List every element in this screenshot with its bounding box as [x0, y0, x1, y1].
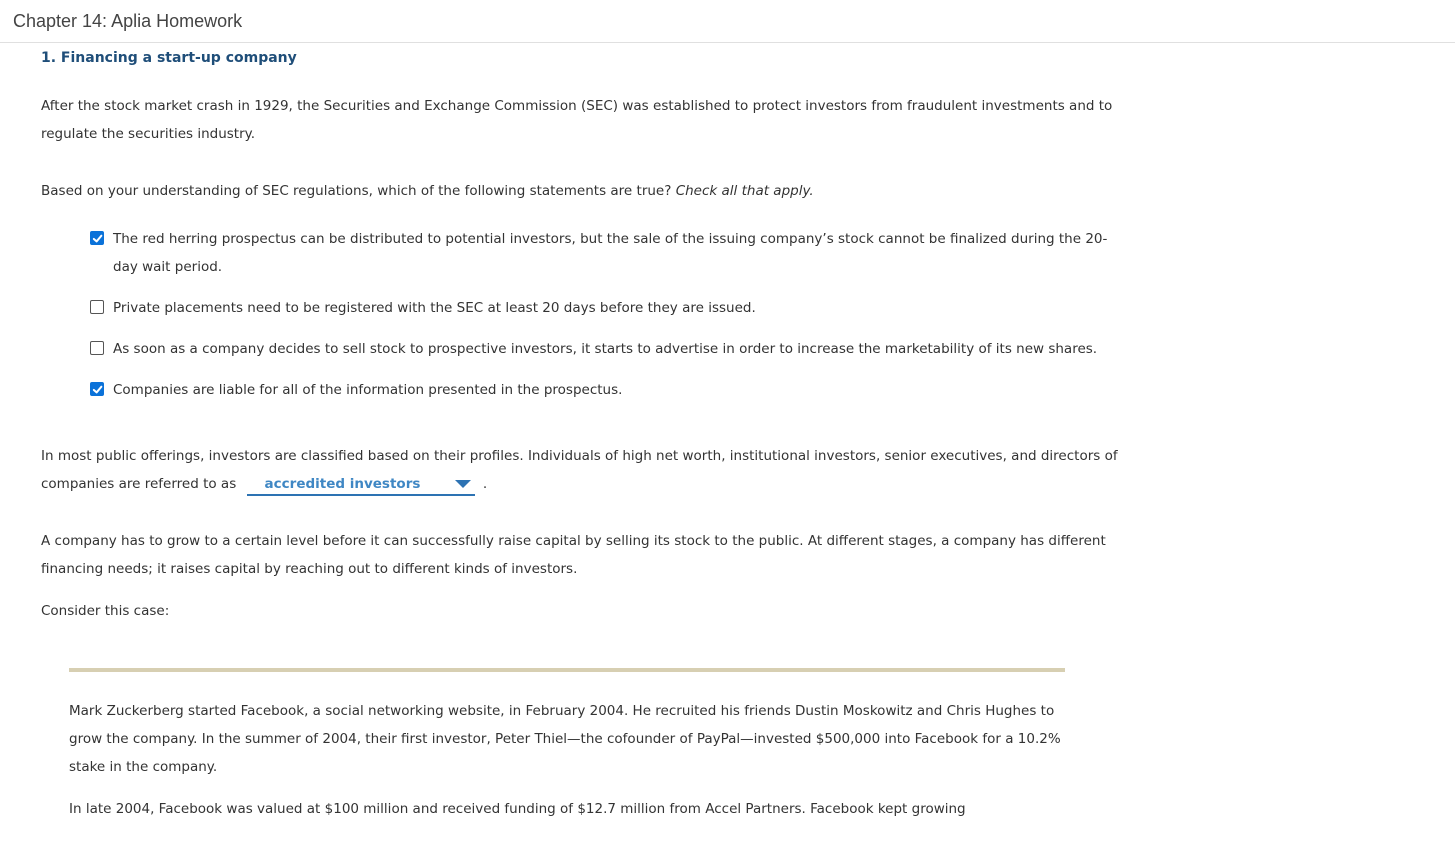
classification-end: . — [482, 476, 488, 492]
app-header — [0, 0, 1455, 43]
option-3[interactable] — [90, 335, 1120, 363]
prompt-paragraph — [41, 177, 1121, 205]
option-2-checkbox[interactable] — [90, 300, 104, 314]
intro-paragraph: After the stock market crash in 1929, the Securities and Exchange Commission (SEC) was established to protect investors from fraudulent investments and to regulate the securities industry. — [41, 98, 1113, 142]
prompt-text: Based on your understanding of SEC regulations, which of the following statements are true? — [41, 183, 672, 199]
option-4[interactable] — [90, 376, 1120, 404]
dropdown-selected-value: accredited investors — [264, 476, 421, 492]
prompt-instruction: Check all that apply. — [675, 183, 814, 199]
option-2-label: Private placements need to be registered with the SEC at least 20 days before they are issued. — [113, 300, 756, 316]
consider-label: Consider this case: — [41, 603, 170, 619]
option-4-checkbox[interactable] — [90, 382, 104, 396]
checkmark-icon — [92, 384, 103, 395]
option-1-checkbox[interactable] — [90, 231, 104, 245]
option-1-label: The red herring prospectus can be distributed to potential investors, but the sale of the issuing company’s stock cannot be finalized during the 20-day wait period. — [113, 231, 1108, 275]
checkmark-icon — [92, 233, 103, 244]
investor-type-dropdown[interactable] — [247, 474, 475, 496]
case-paragraph-1: Mark Zuckerberg started Facebook, a social networking website, in February 2004. He recruited his friends Dustin Moskowitz and Chris Hughes to grow the company. In the summer of 2004, their first investor, Peter Thiel—the cofounder of PayPal—invested $500,000 into Facebook for a 10.2% stake in the company. — [69, 703, 1061, 775]
option-1[interactable] — [90, 225, 1120, 281]
question-title: 1. Financing a start-up company — [41, 50, 297, 66]
answer-options — [90, 225, 1120, 404]
classification-text: In most public offerings, investors are classified based on their profiles. Individuals of high net worth, institutional investors, senior executives, and directors of companies are referred to as — [41, 448, 1118, 492]
option-2[interactable] — [90, 294, 1120, 322]
chapter-title: Chapter 14: Aplia Homework — [13, 10, 243, 31]
option-4-label: Companies are liable for all of the information presented in the prospectus. — [113, 382, 623, 398]
case-paragraph-2: In late 2004, Facebook was valued at $100 million and received funding of $12.7 million from Accel Partners. Facebook kept growing — [69, 801, 966, 817]
growth-paragraph: A company has to grow to a certain level before it can successfully raise capital by selling its stock to the public. At different stages, a company has different financing needs; it raises capital by reaching out to different kinds of investors. — [41, 533, 1106, 577]
option-3-checkbox[interactable] — [90, 341, 104, 355]
chevron-down-icon — [455, 480, 471, 488]
case-study — [69, 668, 1065, 823]
question-content — [0, 50, 1455, 823]
classification-paragraph — [41, 442, 1121, 498]
case-divider — [69, 668, 1065, 672]
option-3-label: As soon as a company decides to sell stock to prospective investors, it starts to advertise in order to increase the marketability of its new shares. — [113, 341, 1098, 357]
